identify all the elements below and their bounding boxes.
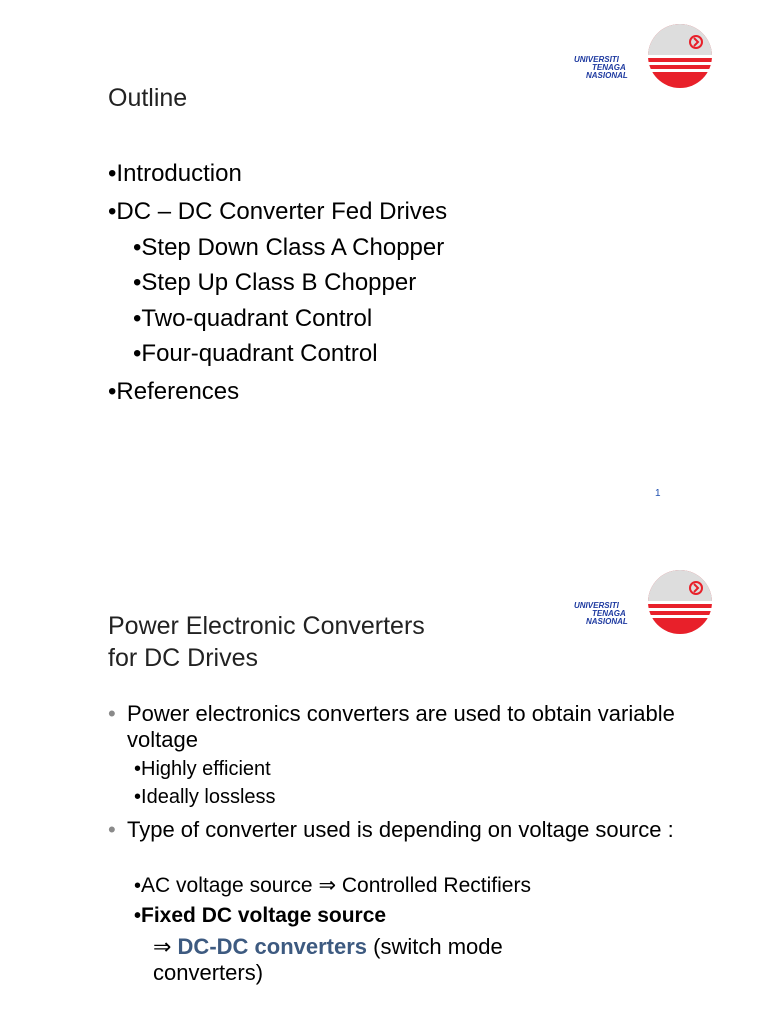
- outline-item: •References: [108, 378, 240, 405]
- sub-bullet-text: Fixed DC voltage source: [141, 904, 387, 927]
- slide-title: [108, 610, 425, 674]
- slide-power-converters: [0, 512, 768, 1024]
- bullet-text: Type of converter used is depending on voltage source :: [127, 817, 674, 842]
- sub-bullet-item: [134, 783, 674, 811]
- sub-bullet-text: AC voltage source ⇒ Controlled Rectifiers: [141, 874, 531, 897]
- bullet-icon: •: [108, 701, 116, 726]
- bullet-item: [108, 701, 688, 753]
- bullet-item: [108, 817, 688, 843]
- sub-bullet-item: [134, 902, 674, 930]
- continuation-line-2: converters): [153, 960, 264, 985]
- slide-title-line-1: Power Electronic Converters: [108, 612, 425, 640]
- bullet-icon: •: [134, 758, 142, 780]
- uniten-logo: [568, 568, 718, 638]
- logo-text-3: NASIONAL: [586, 617, 628, 626]
- outline-item: •Step Up Class B Chopper: [133, 269, 417, 296]
- slide-title-line-2: for DC Drives: [108, 644, 259, 672]
- implies-arrow: ⇒: [153, 934, 178, 959]
- outline-item: •Four-quadrant Control: [133, 340, 378, 367]
- logo-text-3: NASIONAL: [586, 71, 628, 80]
- sub-bullet-item: [134, 872, 674, 900]
- bullet-icon: •: [134, 786, 142, 808]
- bullet-text: Power electronics converters are used to obtain variable voltage: [127, 701, 675, 752]
- logo-text-2: TENAGA: [592, 63, 626, 72]
- logo-text-1: UNIVERSITI: [574, 601, 619, 610]
- highlight-text: DC-DC converters: [177, 934, 368, 959]
- page-number: 1: [655, 488, 661, 499]
- slide-title: Outline: [108, 84, 188, 112]
- outline-item: •Step Down Class A Chopper: [133, 234, 445, 261]
- uniten-logo: [568, 22, 718, 92]
- bullet-icon: •: [108, 817, 116, 842]
- outline-item: •Introduction: [108, 160, 242, 187]
- logo-text-2: TENAGA: [592, 609, 626, 618]
- continuation-line: [153, 933, 503, 960]
- sub-bullet-text: Highly efficient: [141, 758, 271, 780]
- bullet-icon: •: [134, 905, 142, 927]
- outline-item: •DC – DC Converter Fed Drives: [108, 198, 448, 225]
- outline-item: •Two-quadrant Control: [133, 305, 373, 332]
- sub-bullet-text: Ideally lossless: [141, 786, 276, 808]
- continuation-text: (switch mode: [367, 934, 503, 959]
- bullet-icon: •: [134, 875, 142, 897]
- sub-bullet-item: [134, 755, 674, 783]
- logo-text-1: UNIVERSITI: [574, 55, 619, 64]
